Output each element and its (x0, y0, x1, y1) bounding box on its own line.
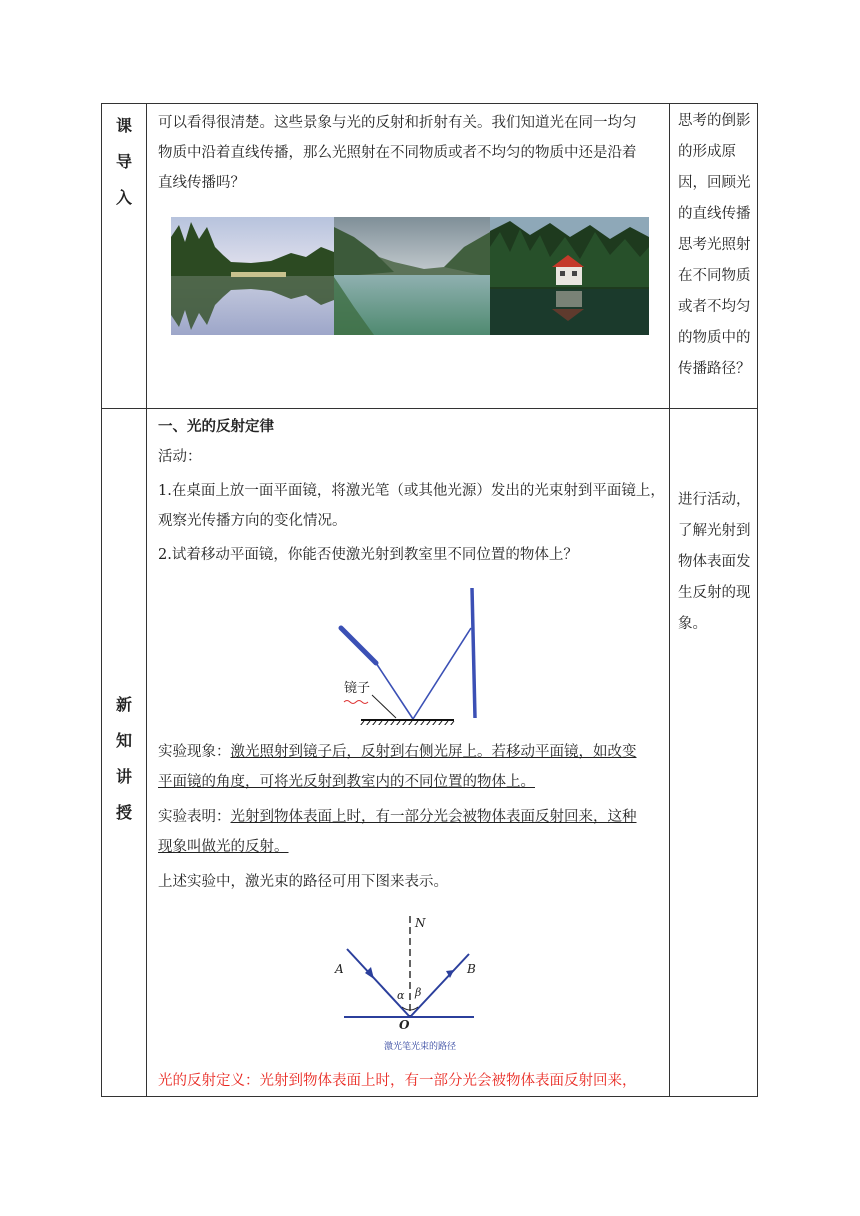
reflection-definition: 光的反射定义：光射到物体表面上时，有一部分光会被物体表面反射回来， (158, 1073, 637, 1089)
label-n: N (415, 916, 426, 930)
activity-label: 活动： (158, 449, 202, 465)
lake-reflection-photo-2 (334, 217, 490, 335)
phenomenon-text-cont: 平面镜的角度，可将光反射到教室内的不同位置的物体上。 (158, 774, 535, 790)
activity-step-2: 2.试着移动平面镜，你能否使激光射到教室里不同位置的物体上？ (158, 547, 578, 563)
conclusion-label: 实验表明： (158, 809, 231, 825)
phenomenon-label: 实验现象： (158, 744, 231, 760)
mirror-experiment-diagram (332, 585, 482, 725)
mirror-label: 镜子 (344, 681, 371, 696)
activity-step-1: 1.在桌面上放一面平面镜，将激光笔（或其他光源）发出的光束射到平面镜上， (158, 483, 665, 499)
activity-note: 进行活动， 了解光射到 物体表面发 生反射的现 象。 (678, 492, 751, 632)
column-divider (669, 104, 670, 1096)
intro-note: 思考的倒影 的形成原 因，回顾光 的直线传播 思考光照射 在不同物质 或者不均匀 的物质中的 传播路径？ (678, 113, 751, 377)
activity-step-1-cont: 观察光传播方向的变化情况。 (158, 513, 347, 529)
row-divider (102, 408, 757, 409)
section-heading: 一、光的反射定律 (158, 418, 274, 435)
label-o: O (399, 1018, 410, 1032)
lake-reflection-photo-1 (171, 217, 334, 335)
lesson-body (158, 412, 668, 570)
label-beta: β (415, 986, 422, 999)
lesson-table (101, 103, 758, 1097)
experiment-results (158, 737, 668, 897)
reflection-path-diagram (330, 914, 475, 1059)
label-a: A (335, 962, 344, 976)
label-alpha: α (397, 989, 405, 1002)
section-label-new-knowledge: 新 知 讲 授 (115, 695, 132, 822)
conclusion-text-cont: 现象叫做光的反射。 (158, 839, 289, 855)
column-divider (146, 104, 147, 1096)
intro-text: 可以看得很清楚。这些景象与光的反射和折射有关。我们知道光在同一均匀 物质中沿着直线传播，那么光照射在不同物质或者不均匀的物质中还是沿着 直线传播吗？ (158, 115, 637, 191)
lake-house-photo (490, 217, 649, 335)
label-b: B (467, 962, 476, 976)
section-label-intro: 课 导 入 (115, 116, 132, 207)
path-intro: 上述实验中，激光束的路径可用下图来表示。 (158, 874, 448, 890)
conclusion-text: 光射到物体表面上时，有一部分光会被物体表面反射回来，这种 (230, 809, 637, 825)
diagram-caption: 激光笔光束的路径 (384, 1042, 457, 1052)
phenomenon-text: 激光照射到镜子后，反射到右侧光屏上。若移动平面镜，如改变 (230, 744, 637, 760)
